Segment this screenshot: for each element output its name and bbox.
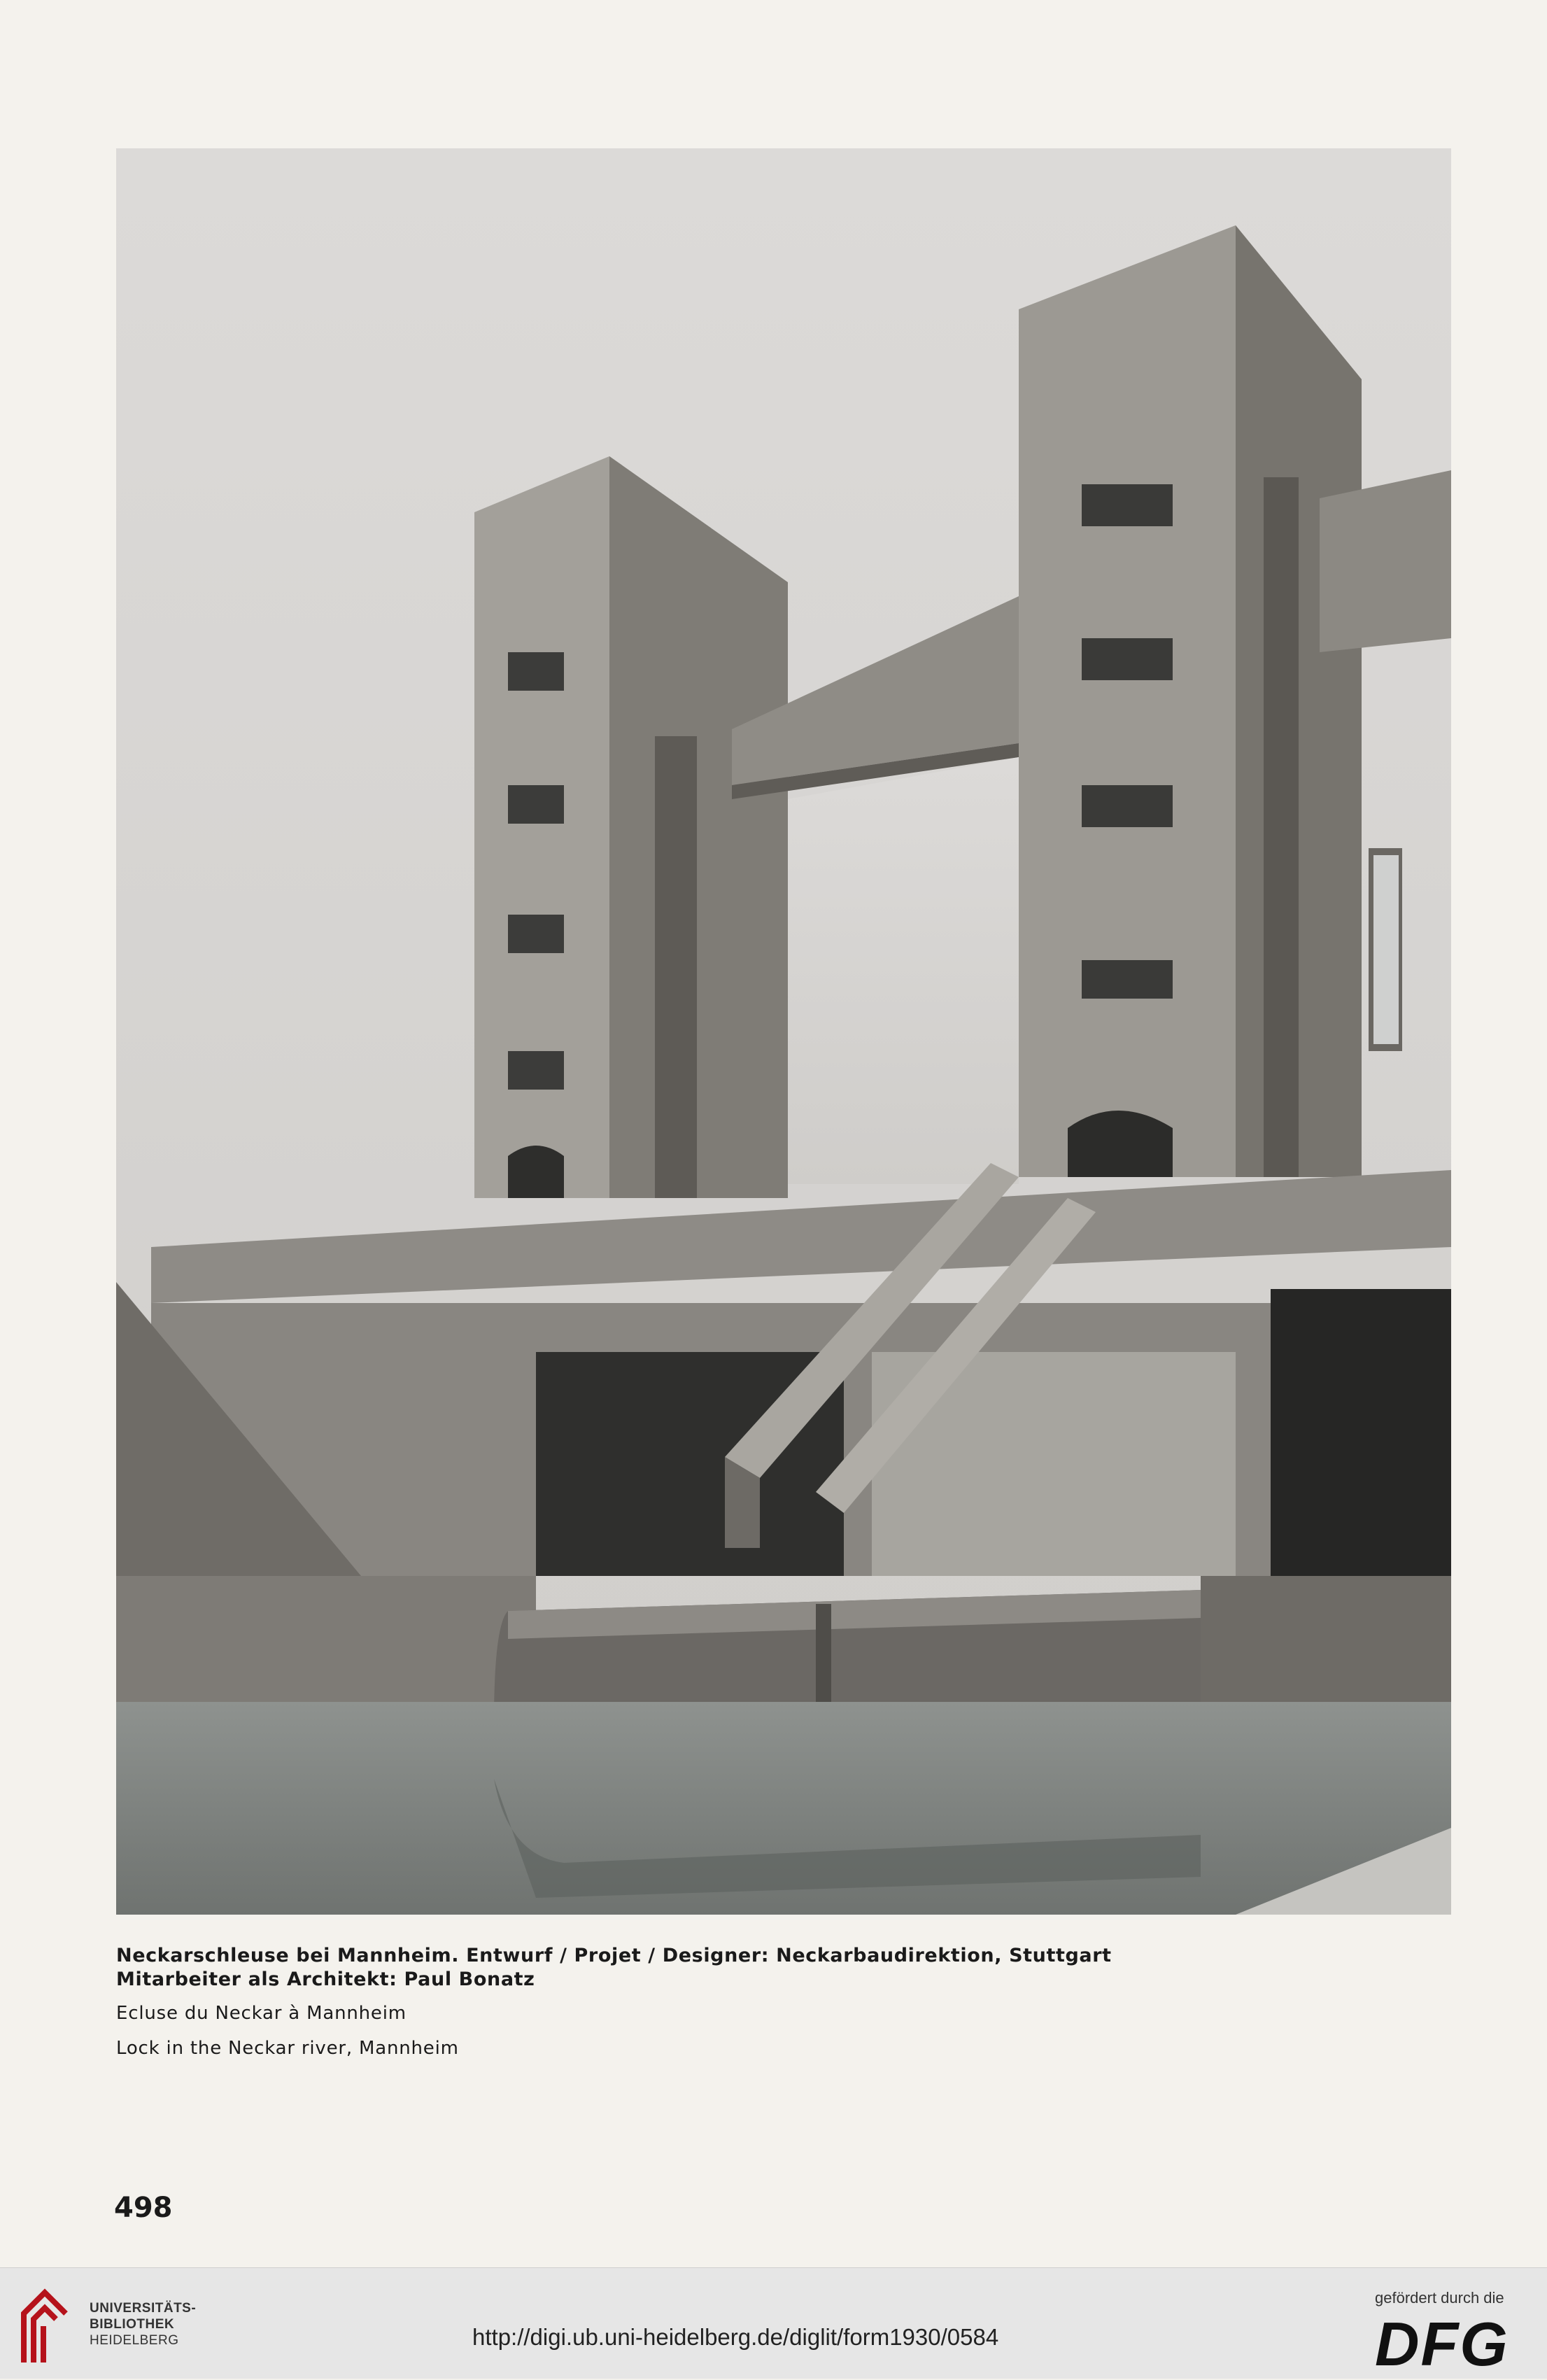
page-number: 498 xyxy=(114,2192,173,2224)
caption-english: Lock in the Neckar river, Mannheim xyxy=(116,2038,459,2059)
library-name-line2: BIBLIOTHEK xyxy=(90,2317,175,2332)
university-library-logo-icon[interactable] xyxy=(17,2286,73,2368)
caption-french: Ecluse du Neckar à Mannheim xyxy=(116,2003,407,2024)
caption-architect-line: Mitarbeiter als Architekt: Paul Bonatz xyxy=(116,1969,535,1990)
dfg-logo[interactable]: DFG xyxy=(1375,2309,1509,2379)
library-name-line3: HEIDELBERG xyxy=(90,2333,179,2348)
digitization-footer xyxy=(0,2267,1547,2379)
permalink-url[interactable]: http://digi.ub.uni-heidelberg.de/diglit/form1930/0584 xyxy=(472,2324,999,2350)
university-library-name[interactable] xyxy=(90,2300,196,2349)
funding-note: gefördert durch die xyxy=(1375,2289,1504,2307)
library-name-line1: UNIVERSITÄTS- xyxy=(90,2301,197,2316)
caption-title-line: Neckarschleuse bei Mannheim. Entwurf / Projet / Designer: Neckarbaudirektion, Stuttgart xyxy=(116,1945,1112,1966)
photograph-neckar-lock xyxy=(116,148,1451,1915)
lock-towers-illustration xyxy=(116,148,1451,1915)
